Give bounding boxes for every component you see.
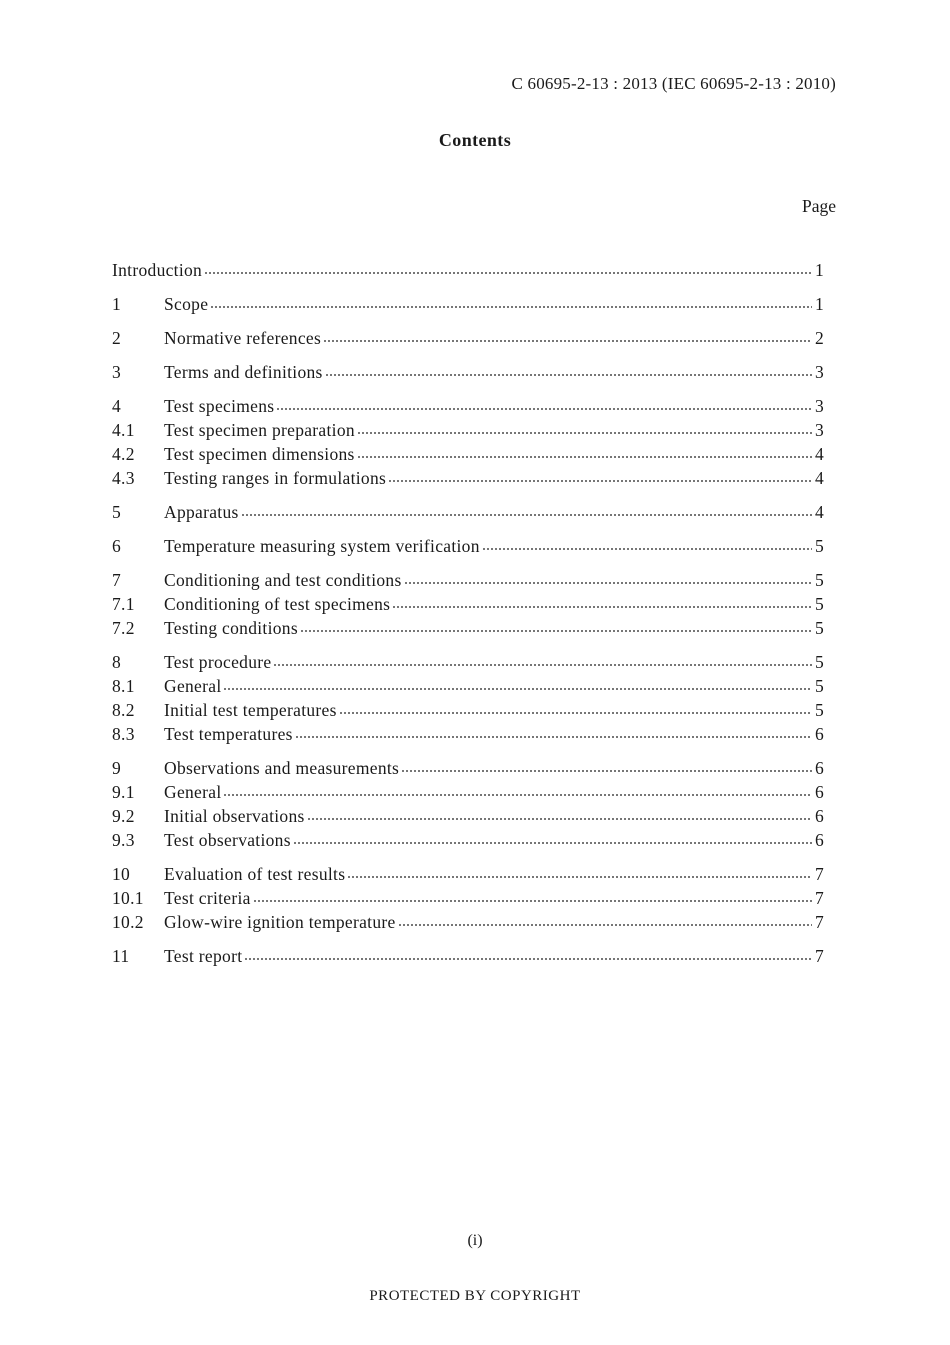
toc-entry-page: 5 <box>814 570 824 590</box>
toc-entry-page: 5 <box>814 594 824 614</box>
toc-entry-number: 10 <box>112 864 131 884</box>
toc-entry[interactable] <box>112 394 824 418</box>
toc-entry-title: Normative references <box>164 328 322 348</box>
toc-entry-page: 6 <box>814 724 824 744</box>
toc-entry-title: Initial test temperatures <box>164 700 337 720</box>
toc-entry-page: 4 <box>814 444 824 464</box>
toc-group <box>112 650 824 746</box>
toc-dot-leader <box>293 842 812 844</box>
toc-entry-page: 5 <box>814 676 824 696</box>
toc-entry-title: Test observations <box>164 830 291 850</box>
toc-group <box>112 292 824 316</box>
toc-entry-title: Testing conditions <box>164 618 298 638</box>
toc-entry-title: Test procedure <box>164 652 272 672</box>
toc-entry-page: 3 <box>814 396 824 416</box>
toc-entry-number: 8.3 <box>112 724 135 744</box>
toc-entry[interactable] <box>112 674 824 698</box>
toc-dot-leader <box>347 876 812 878</box>
toc-dot-leader <box>388 480 812 482</box>
toc-entry-title: Testing ranges in formulations <box>164 468 387 488</box>
toc-entry-number: 11 <box>112 946 130 966</box>
toc-entry[interactable] <box>112 780 824 804</box>
toc-entry[interactable] <box>112 360 824 384</box>
toc-entry[interactable] <box>112 326 824 350</box>
toc-group <box>112 360 824 384</box>
toc-dot-leader <box>401 770 812 772</box>
toc-entry[interactable] <box>112 534 824 558</box>
toc-group <box>112 534 824 558</box>
toc-entry[interactable] <box>112 804 824 828</box>
toc-entry-number: 7.1 <box>112 594 135 614</box>
page-column-label: Page <box>801 196 836 216</box>
toc-dot-leader <box>241 514 812 516</box>
toc-entry[interactable] <box>112 616 824 640</box>
toc-entry[interactable] <box>112 910 824 934</box>
toc-entry-title: Test criteria <box>164 888 251 908</box>
toc-group <box>112 258 824 282</box>
toc-entry-page: 5 <box>814 618 824 638</box>
toc-dot-leader <box>339 712 812 714</box>
toc-entry-number: 5 <box>112 502 122 522</box>
toc-dot-leader <box>276 408 812 410</box>
toc-entry-title: Evaluation of test results <box>164 864 346 884</box>
toc-entry-title: Test temperatures <box>164 724 293 744</box>
toc-entry-page: 1 <box>814 294 824 314</box>
toc-entry-number: 4.2 <box>112 444 135 464</box>
toc-entry-title: Conditioning of test specimens <box>164 594 391 614</box>
toc-entry-page: 4 <box>814 468 824 488</box>
toc-dot-leader <box>325 374 812 376</box>
toc-entry[interactable] <box>112 722 824 746</box>
toc-entry-title: Glow-wire ignition temperature <box>164 912 396 932</box>
table-of-contents <box>112 258 824 978</box>
toc-entry-page: 3 <box>814 420 824 440</box>
toc-entry-page: 5 <box>814 652 824 672</box>
toc-entry-number: 9.1 <box>112 782 135 802</box>
toc-entry-number: 9 <box>112 758 122 778</box>
toc-entry[interactable] <box>112 886 824 910</box>
toc-dot-leader <box>273 664 812 666</box>
toc-dot-leader <box>357 432 812 434</box>
toc-entry-number: 9.3 <box>112 830 135 850</box>
toc-entry-page: 4 <box>814 502 824 522</box>
toc-dot-leader <box>204 272 812 274</box>
toc-entry-page: 5 <box>814 700 824 720</box>
toc-dot-leader <box>244 958 812 960</box>
toc-entry[interactable] <box>112 442 824 466</box>
toc-entry-title: Scope <box>164 294 209 314</box>
toc-entry[interactable] <box>112 466 824 490</box>
toc-entry-number: 7.2 <box>112 618 135 638</box>
toc-entry-number: Introduction <box>112 260 203 280</box>
toc-entry-page: 7 <box>814 912 824 932</box>
toc-entry-number: 3 <box>112 362 122 382</box>
toc-entry-title: Test specimens <box>164 396 275 416</box>
toc-entry-title: Test specimen dimensions <box>164 444 355 464</box>
toc-group <box>112 862 824 934</box>
toc-entry-page: 6 <box>814 758 824 778</box>
toc-entry-page: 6 <box>814 830 824 850</box>
toc-entry-title: Apparatus <box>164 502 239 522</box>
toc-entry[interactable] <box>112 756 824 780</box>
toc-entry-title: Temperature measuring system verification <box>164 536 480 556</box>
toc-entry-page: 2 <box>814 328 824 348</box>
toc-entry-page: 6 <box>814 806 824 826</box>
toc-entry-page: 5 <box>814 536 824 556</box>
toc-entry[interactable] <box>112 650 824 674</box>
toc-entry-number: 8 <box>112 652 122 672</box>
contents-title: Contents <box>438 130 512 150</box>
toc-entry[interactable] <box>112 292 824 316</box>
toc-dot-leader <box>398 924 812 926</box>
toc-dot-leader <box>392 606 812 608</box>
toc-entry[interactable] <box>112 698 824 722</box>
toc-dot-leader <box>295 736 812 738</box>
toc-entry-number: 8.2 <box>112 700 135 720</box>
toc-group <box>112 944 824 968</box>
toc-entry-page: 7 <box>814 946 824 966</box>
toc-group <box>112 500 824 524</box>
toc-dot-leader <box>300 630 812 632</box>
toc-entry-number: 7 <box>112 570 122 590</box>
toc-group <box>112 568 824 640</box>
toc-entry-number: 4.3 <box>112 468 135 488</box>
toc-entry[interactable] <box>112 828 824 852</box>
toc-entry[interactable] <box>112 500 824 524</box>
toc-group <box>112 326 824 350</box>
toc-entry[interactable] <box>112 944 824 968</box>
toc-entry-page: 7 <box>814 864 824 884</box>
toc-dot-leader <box>482 548 812 550</box>
toc-entry-title: Terms and definitions <box>164 362 323 382</box>
toc-entry-page: 1 <box>814 260 824 280</box>
toc-entry[interactable] <box>112 862 824 886</box>
document-id-header: C 60695-2-13 : 2013 (IEC 60695-2-13 : 2010) <box>511 74 836 93</box>
toc-entry-title: General <box>164 782 222 802</box>
toc-entry-number: 4 <box>112 396 122 416</box>
toc-dot-leader <box>357 456 812 458</box>
toc-dot-leader <box>323 340 812 342</box>
toc-dot-leader <box>223 688 812 690</box>
toc-entry[interactable] <box>112 258 824 282</box>
toc-dot-leader <box>404 582 812 584</box>
toc-entry-number: 9.2 <box>112 806 135 826</box>
toc-dot-leader <box>253 900 812 902</box>
toc-entry-page: 7 <box>814 888 824 908</box>
toc-entry-title: Initial observations <box>164 806 305 826</box>
toc-entry-number: 6 <box>112 536 122 556</box>
toc-entry-number: 10.2 <box>112 912 144 932</box>
toc-entry-title: Observations and measurements <box>164 758 400 778</box>
toc-group <box>112 756 824 852</box>
copyright-notice: PROTECTED BY COPYRIGHT <box>369 1288 581 1304</box>
toc-group <box>112 394 824 490</box>
toc-dot-leader <box>223 794 812 796</box>
page-number: (i) <box>467 1232 483 1249</box>
toc-entry-number: 10.1 <box>112 888 144 908</box>
toc-entry-title: Conditioning and test conditions <box>164 570 402 590</box>
toc-dot-leader <box>307 818 812 820</box>
toc-dot-leader <box>210 306 812 308</box>
toc-entry[interactable] <box>112 418 824 442</box>
toc-entry-number: 4.1 <box>112 420 135 440</box>
toc-entry-title: Test specimen preparation <box>164 420 355 440</box>
toc-entry[interactable] <box>112 568 824 592</box>
toc-entry-number: 2 <box>112 328 122 348</box>
toc-entry[interactable] <box>112 592 824 616</box>
toc-entry-page: 3 <box>814 362 824 382</box>
toc-entry-page: 6 <box>814 782 824 802</box>
toc-entry-number: 8.1 <box>112 676 135 696</box>
toc-entry-title: General <box>164 676 222 696</box>
toc-entry-title: Test report <box>164 946 243 966</box>
toc-entry-number: 1 <box>112 294 122 314</box>
